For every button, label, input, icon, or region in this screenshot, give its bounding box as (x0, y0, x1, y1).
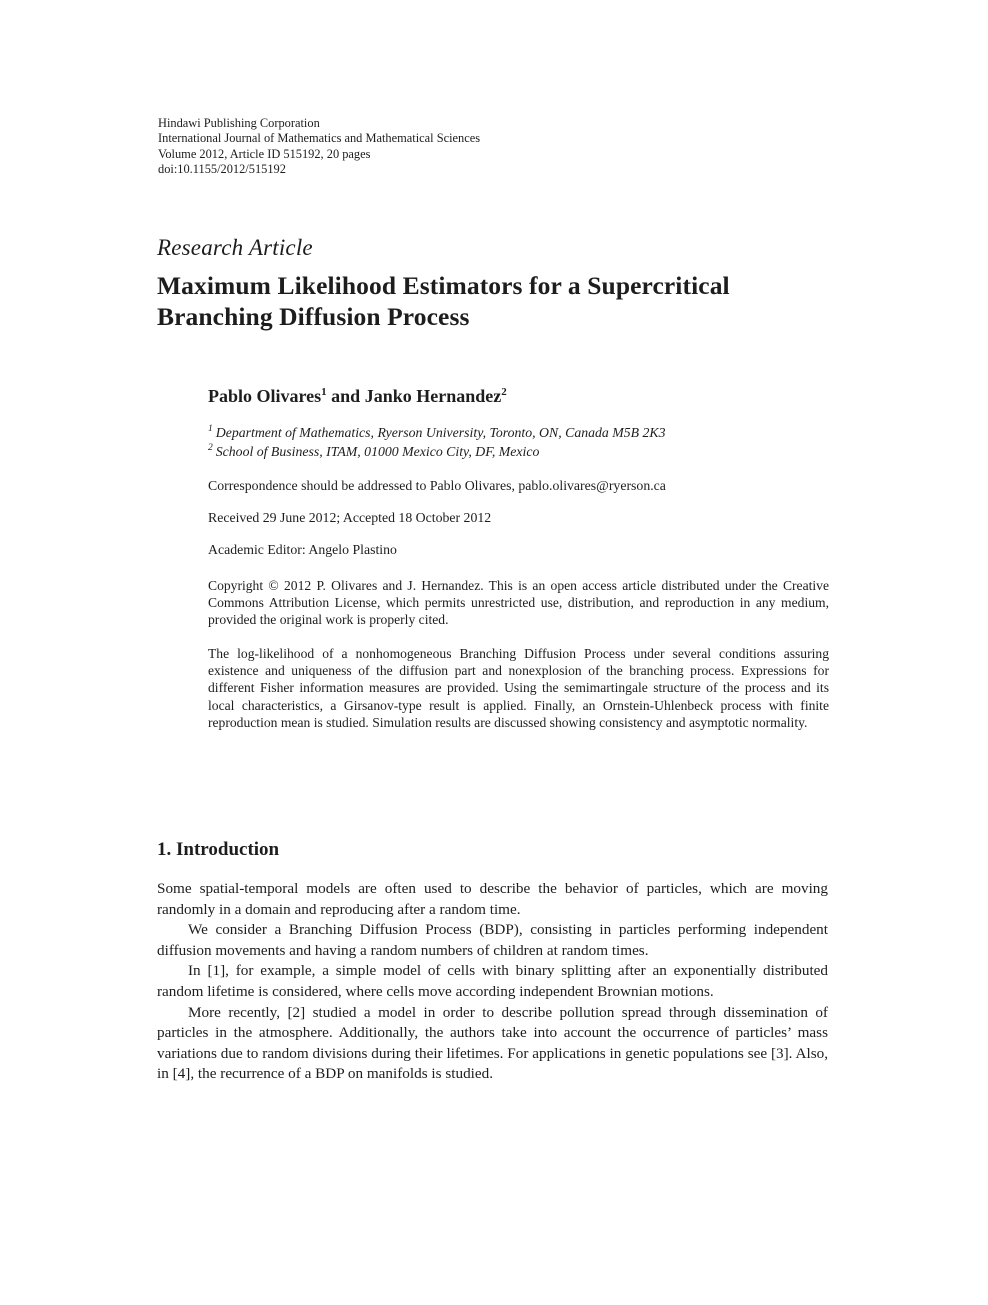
authors-line (208, 386, 507, 407)
received-accepted-line: Received 29 June 2012; Accepted 18 October 2012 (208, 510, 492, 525)
abstract: The log-likelihood of a nonhomogeneous Branching Diffusion Process under several conditions assuring existence and uniqueness of the diffusion part and nonexplosion of the branching process. Expressions for different Fisher information measures are provided. Using the semimartingale structure of the process and its local characteristics, a Girsanov-type result is applied. Finally, an Ornstein-Uhlenbeck process with finite reproduction mean is studied. Simulation results are discussed showing consistency and asymptotic normality. (208, 646, 829, 730)
affiliation-line-1 (208, 423, 666, 442)
correspondence-text: Correspondence should be addressed to Pablo Olivares, (208, 478, 519, 493)
intro-paragraph-4: More recently, [2] studied a model in order to describe pollution spread through dissemination of particles in the atmosphere. Additionally, the authors take into account the occurrence of particles’ mass variations due to random divisions during their lifetimes. For applications in genetic populations see [3]. Also, in [4], the recurrence of a BDP on manifolds is studied. (157, 1003, 828, 1083)
author-affiliation-marker-1: 1 (321, 386, 327, 398)
publisher-line: Hindawi Publishing Corporation (158, 116, 320, 130)
affiliation-marker-1: 1 (208, 424, 213, 435)
affiliation-text-2: School of Business, ITAM, 01000 Mexico City, DF, Mexico (215, 444, 540, 459)
article-type-label: Research Article (157, 235, 313, 260)
correspondence-email: pablo.olivares@ryerson.ca (518, 478, 666, 493)
intro-paragraph-2: We consider a Branching Diffusion Process (BDP), consisting in particles performing independent diffusion movements and having a random numbers of children at random times. (157, 921, 828, 959)
correspondence-line (208, 478, 666, 494)
intro-paragraph-3: In [1], for example, a simple model of cells with binary splitting after an exponentially distributed random lifetime is considered, where cells move according independent Brownian motions. (157, 962, 828, 1000)
affiliation-line-2 (208, 442, 666, 461)
authors-joiner: and (326, 386, 365, 406)
academic-editor-line: Academic Editor: Angelo Plastino (208, 542, 397, 557)
affiliations (208, 423, 666, 461)
affiliation-text-1: Department of Mathematics, Ryerson University, Toronto, ON, Canada M5B 2K3 (215, 425, 666, 440)
author-name-1: Pablo Olivares (208, 386, 322, 406)
author-affiliation-marker-2: 2 (501, 386, 507, 398)
introduction-body (157, 879, 828, 1085)
intro-paragraph-1: Some spatial-temporal models are often used to describe the behavior of particles, which are moving randomly in a domain and reproducing after a random time. (157, 880, 828, 918)
section-heading-introduction: 1. Introduction (157, 839, 280, 860)
article-title: Maximum Likelihood Estimators for a Supercritical Branching Diffusion Process (157, 271, 730, 331)
journal-header (158, 116, 480, 177)
copyright-notice: Copyright © 2012 P. Olivares and J. Hernandez. This is an open access article distributed under the Creative Commons Attribution License, which permits unrestricted use, distribution, and reproduction in any medium, provided the original work is properly cited. (208, 578, 829, 628)
doi-line: doi:10.1155/2012/515192 (158, 161, 286, 176)
volume-line: Volume 2012, Article ID 515192, 20 pages (158, 146, 371, 161)
journal-name-line: International Journal of Mathematics and Mathematical Sciences (158, 131, 481, 146)
affiliation-marker-2: 2 (208, 443, 213, 454)
author-name-2: Janko Hernandez (364, 386, 502, 406)
